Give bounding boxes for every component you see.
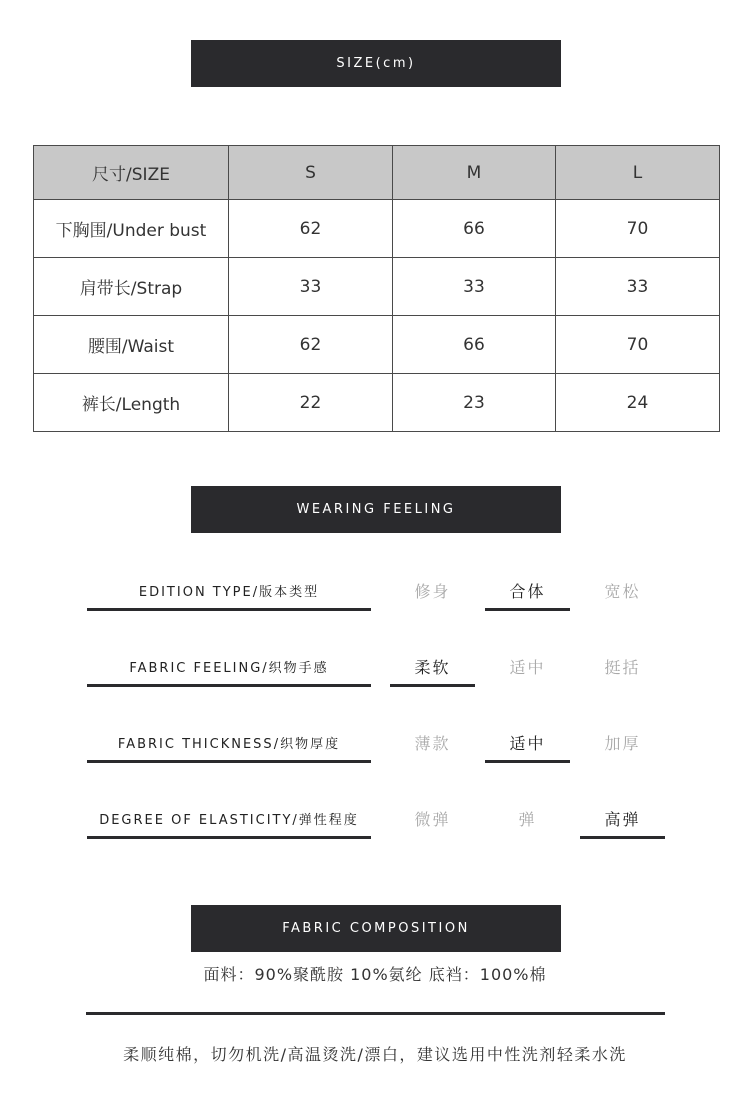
table-cell: 62 — [229, 316, 393, 374]
feeling-row-elasticity — [87, 800, 667, 840]
feeling-option: 薄款 — [414, 733, 451, 753]
header-cell: M — [393, 146, 556, 200]
feeling-option: 适中 — [509, 657, 546, 677]
table-cell: 70 — [556, 316, 720, 374]
table-cell: 70 — [556, 200, 720, 258]
feeling-option: 宽松 — [604, 581, 641, 601]
size-banner — [191, 40, 561, 87]
feeling-option-selected: 高弹 — [580, 800, 665, 839]
wearing-banner — [191, 486, 561, 533]
table-cell: 62 — [229, 200, 393, 258]
header-cell: S — [229, 146, 393, 200]
composition-title: FABRIC COMPOSITION — [282, 921, 470, 936]
divider — [86, 1012, 665, 1015]
feeling-option: 挺括 — [604, 657, 641, 677]
row-label: 裤长/Length — [34, 374, 229, 432]
table-row — [34, 200, 720, 258]
table-cell: 66 — [393, 200, 556, 258]
table-cell: 24 — [556, 374, 720, 432]
feeling-option: 加厚 — [604, 733, 641, 753]
row-label: 肩带长/Strap — [34, 258, 229, 316]
feeling-option: 弹 — [518, 809, 537, 829]
feeling-option: 微弹 — [414, 809, 451, 829]
size-table — [33, 145, 720, 432]
size-title: SIZE(cm) — [336, 56, 416, 71]
feeling-option-selected: 适中 — [485, 724, 570, 763]
feeling-row-fabric — [87, 648, 667, 688]
care-instructions-text: 柔顺纯棉，切勿机洗/高温烫洗/漂白，建议选用中性洗剂轻柔水洗 — [123, 1045, 627, 1064]
table-row — [34, 316, 720, 374]
table-cell: 22 — [229, 374, 393, 432]
size-table-header-row — [34, 146, 720, 200]
feeling-option-selected: 柔软 — [390, 648, 475, 687]
feeling-label: FABRIC THICKNESS/织物厚度 — [87, 724, 371, 763]
row-label: 下胸围/Under bust — [34, 200, 229, 258]
table-row — [34, 258, 720, 316]
fabric-composition-text: 面料：90%聚酰胺 10%氨纶 底裆：100%棉 — [203, 965, 547, 984]
feeling-label: DEGREE OF ELASTICITY/弹性程度 — [87, 800, 371, 839]
wearing-title: WEARING FEELING — [296, 502, 456, 517]
composition-banner — [191, 905, 561, 952]
feeling-option: 修身 — [414, 581, 451, 601]
table-cell: 23 — [393, 374, 556, 432]
header-cell: 尺寸/SIZE — [34, 146, 229, 200]
feeling-label: EDITION TYPE/版本类型 — [87, 572, 371, 611]
row-label: 腰围/Waist — [34, 316, 229, 374]
header-cell: L — [556, 146, 720, 200]
feeling-row-thickness — [87, 724, 667, 764]
feeling-row-edition — [87, 572, 667, 612]
table-row — [34, 374, 720, 432]
table-cell: 66 — [393, 316, 556, 374]
table-cell: 33 — [393, 258, 556, 316]
feeling-option-selected: 合体 — [485, 572, 570, 611]
feeling-label: FABRIC FEELING/织物手感 — [87, 648, 371, 687]
table-cell: 33 — [229, 258, 393, 316]
table-cell: 33 — [556, 258, 720, 316]
